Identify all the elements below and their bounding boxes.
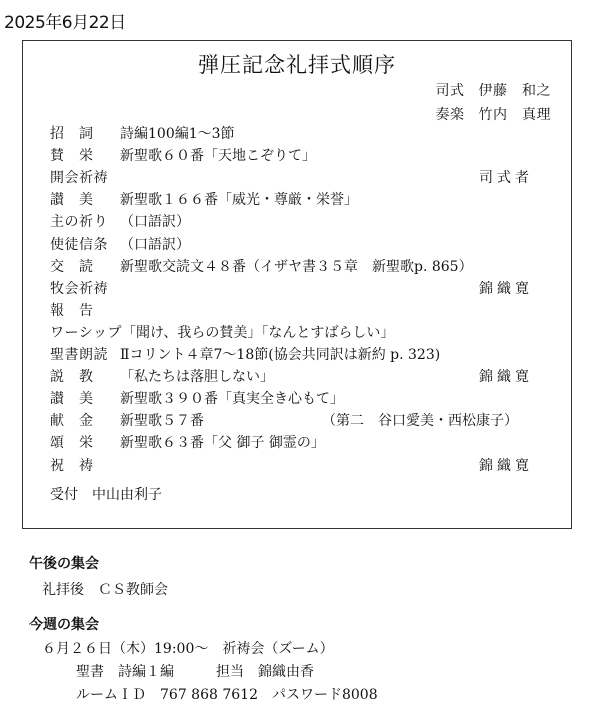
program-item bbox=[50, 344, 533, 366]
program-item-note: （第二 谷口愛美・西松康子） bbox=[322, 413, 518, 430]
program-item-label: 報 告 bbox=[50, 302, 94, 319]
program-item bbox=[50, 256, 533, 278]
officiant-line bbox=[436, 80, 552, 100]
program-item bbox=[50, 432, 533, 454]
program-item-text: 詩編100編1〜3節 bbox=[120, 126, 235, 142]
program-item-text: （口語訳） bbox=[120, 236, 190, 253]
program-item bbox=[50, 123, 533, 145]
weekly-scripture: 聖書 詩編１編 担当 錦織由香 bbox=[76, 664, 314, 680]
program-item-label: 主の祈り bbox=[50, 214, 108, 231]
program-item-label: 頌 栄 bbox=[50, 435, 94, 452]
officiant-role: 司式 bbox=[435, 83, 465, 99]
program-item-text: 「聞け、我らの賛美」「なんとすばらしい」 bbox=[121, 324, 395, 341]
program-item bbox=[50, 211, 533, 233]
program-item-text: 「私たちは落胆しない」 bbox=[120, 369, 274, 386]
program-item bbox=[50, 167, 533, 189]
program-item-text: 新聖歌６３番「父 御子 御霊の」 bbox=[120, 435, 325, 452]
program-item bbox=[50, 189, 533, 211]
program-item-text: 新聖歌３９０番「真実全き心もて」 bbox=[120, 391, 344, 408]
program-item-label: 説 教 bbox=[50, 369, 94, 386]
program-item-label: 賛 栄 bbox=[50, 148, 94, 165]
program-item-label: 讃 美 bbox=[50, 192, 94, 209]
program-item-label: 聖書朗読 bbox=[50, 347, 108, 363]
program-item-label: 祝 祷 bbox=[50, 457, 94, 474]
program-item-label: 交 読 bbox=[50, 258, 94, 275]
program-item-label: 使徒信条 bbox=[50, 236, 108, 253]
program-item-text: Ⅱコリント４章7〜18節(協会共同訳は新約 p. 323) bbox=[120, 347, 441, 363]
weekly-section bbox=[29, 614, 378, 704]
organist-role: 奏楽 bbox=[435, 107, 465, 123]
program-item-label: 開会祈祷 bbox=[50, 170, 108, 187]
program-item bbox=[50, 455, 533, 477]
officiant-name: 伊藤 和之 bbox=[478, 83, 551, 99]
program-item bbox=[50, 366, 533, 388]
program-item-label: 讃 美 bbox=[50, 391, 94, 408]
program-item bbox=[50, 388, 533, 410]
program-item-text: 新聖歌１６６番「威光・尊厳・栄誉」 bbox=[120, 192, 358, 209]
program-item-leader: 錦織寛 bbox=[479, 457, 533, 474]
organist-line bbox=[436, 104, 552, 124]
program-item-text: 新聖歌６０番「天地こぞりて」 bbox=[120, 148, 316, 165]
afternoon-heading: 午後の集会 bbox=[29, 556, 99, 572]
program-item-leader: 錦織寛 bbox=[479, 369, 533, 386]
program-item-leader: 錦織寛 bbox=[479, 280, 533, 297]
program-item bbox=[50, 322, 533, 344]
program-item-leader: 司式者 bbox=[479, 170, 533, 187]
weekly-heading: 今週の集会 bbox=[29, 617, 99, 633]
program-title: 弾圧記念礼拝式順序 bbox=[198, 53, 396, 77]
reception-line: 受付 中山由利子 bbox=[50, 487, 162, 503]
bulletin-date: 2025年6月22日 bbox=[4, 13, 126, 33]
program-item bbox=[50, 300, 533, 322]
organist-name: 竹内 真理 bbox=[478, 107, 551, 123]
program-item bbox=[50, 278, 533, 300]
afternoon-section bbox=[29, 553, 168, 599]
program-item-label: ワーシップ bbox=[50, 324, 122, 341]
program-item bbox=[50, 410, 533, 432]
weekly-event: ６月２６日（木）19:00〜 祈祷会（ズーム） bbox=[42, 641, 334, 657]
weekly-room: ルームＩＤ 767 868 7612 パスワード8008 bbox=[76, 687, 378, 703]
program-item bbox=[50, 145, 533, 167]
program-item-label: 献 金 bbox=[50, 413, 94, 430]
program-item bbox=[50, 234, 533, 256]
program-item-text: 新聖歌５７番 bbox=[120, 413, 204, 430]
program-item-label: 牧会祈祷 bbox=[50, 280, 108, 297]
worship-order-box bbox=[22, 40, 572, 529]
program-item-label: 招 詞 bbox=[50, 126, 94, 142]
program-item-text: （口語訳） bbox=[120, 214, 190, 231]
afternoon-line: 礼拝後 ＣＳ教師会 bbox=[42, 582, 168, 598]
program-item-text: 新聖歌交読文４８番（イザヤ書３５章 新聖歌p. 865） bbox=[120, 258, 473, 275]
